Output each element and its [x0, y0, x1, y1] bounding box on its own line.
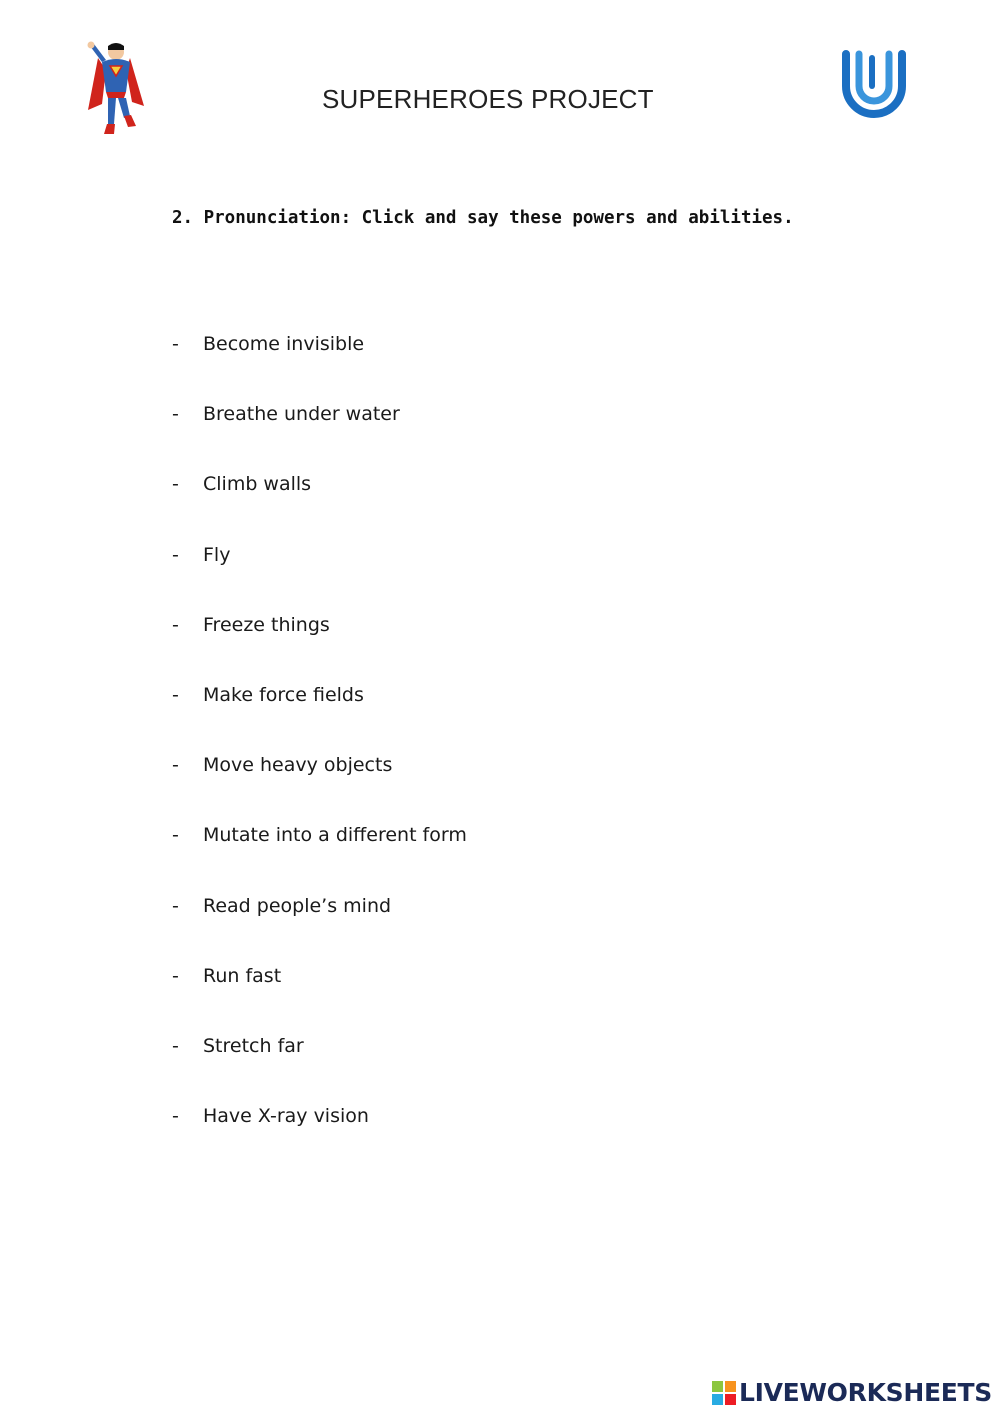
list-item[interactable] — [172, 1035, 467, 1105]
instruction-text: 2. Pronunciation: Click and say these powers and abilities. — [172, 208, 794, 228]
bullet-dash: - — [172, 613, 179, 636]
power-label: Move heavy objects — [203, 754, 393, 777]
bullet-dash: - — [172, 894, 179, 917]
superhero-icon — [80, 40, 152, 140]
power-label: Breathe under water — [203, 403, 400, 426]
brand-logo — [836, 46, 912, 122]
bullet-dash: - — [172, 543, 179, 566]
bullet-dash: - — [172, 683, 179, 706]
list-item[interactable] — [172, 614, 467, 684]
power-label: Read people’s mind — [203, 894, 392, 917]
list-item[interactable] — [172, 403, 467, 473]
power-label: Fly — [203, 543, 231, 566]
u-logo-icon — [836, 46, 912, 122]
bullet-dash: - — [172, 754, 179, 777]
footer-brand[interactable] — [712, 1378, 992, 1407]
power-label: Freeze things — [203, 613, 330, 636]
list-item[interactable] — [172, 824, 467, 894]
page-title: SUPERHEROES PROJECT — [322, 84, 654, 114]
bullet-dash: - — [172, 473, 179, 496]
power-label: Mutate into a different form — [203, 824, 467, 847]
bullet-dash: - — [172, 403, 179, 426]
footer-brand-text: LIVEWORKSHEETS — [738, 1378, 992, 1407]
list-item[interactable] — [172, 684, 467, 754]
powers-list — [172, 333, 467, 1175]
list-item[interactable] — [172, 473, 467, 543]
power-label: Climb walls — [203, 473, 312, 496]
list-item[interactable] — [172, 754, 467, 824]
list-item[interactable] — [172, 333, 467, 403]
list-item[interactable] — [172, 965, 467, 1035]
power-label: Become invisible — [203, 333, 365, 355]
power-label: Have X-ray vision — [203, 1105, 369, 1128]
bullet-dash: - — [172, 333, 179, 355]
bullet-dash: - — [172, 964, 179, 987]
power-label: Run fast — [203, 964, 282, 987]
superhero-logo — [80, 40, 152, 140]
liveworksheets-icon — [712, 1381, 736, 1405]
list-item[interactable] — [172, 544, 467, 614]
power-label: Stretch far — [203, 1034, 304, 1057]
list-item[interactable] — [172, 895, 467, 965]
bullet-dash: - — [172, 824, 179, 847]
list-item[interactable] — [172, 1105, 467, 1175]
bullet-dash: - — [172, 1105, 179, 1128]
bullet-dash: - — [172, 1034, 179, 1057]
power-label: Make force fields — [203, 683, 364, 706]
